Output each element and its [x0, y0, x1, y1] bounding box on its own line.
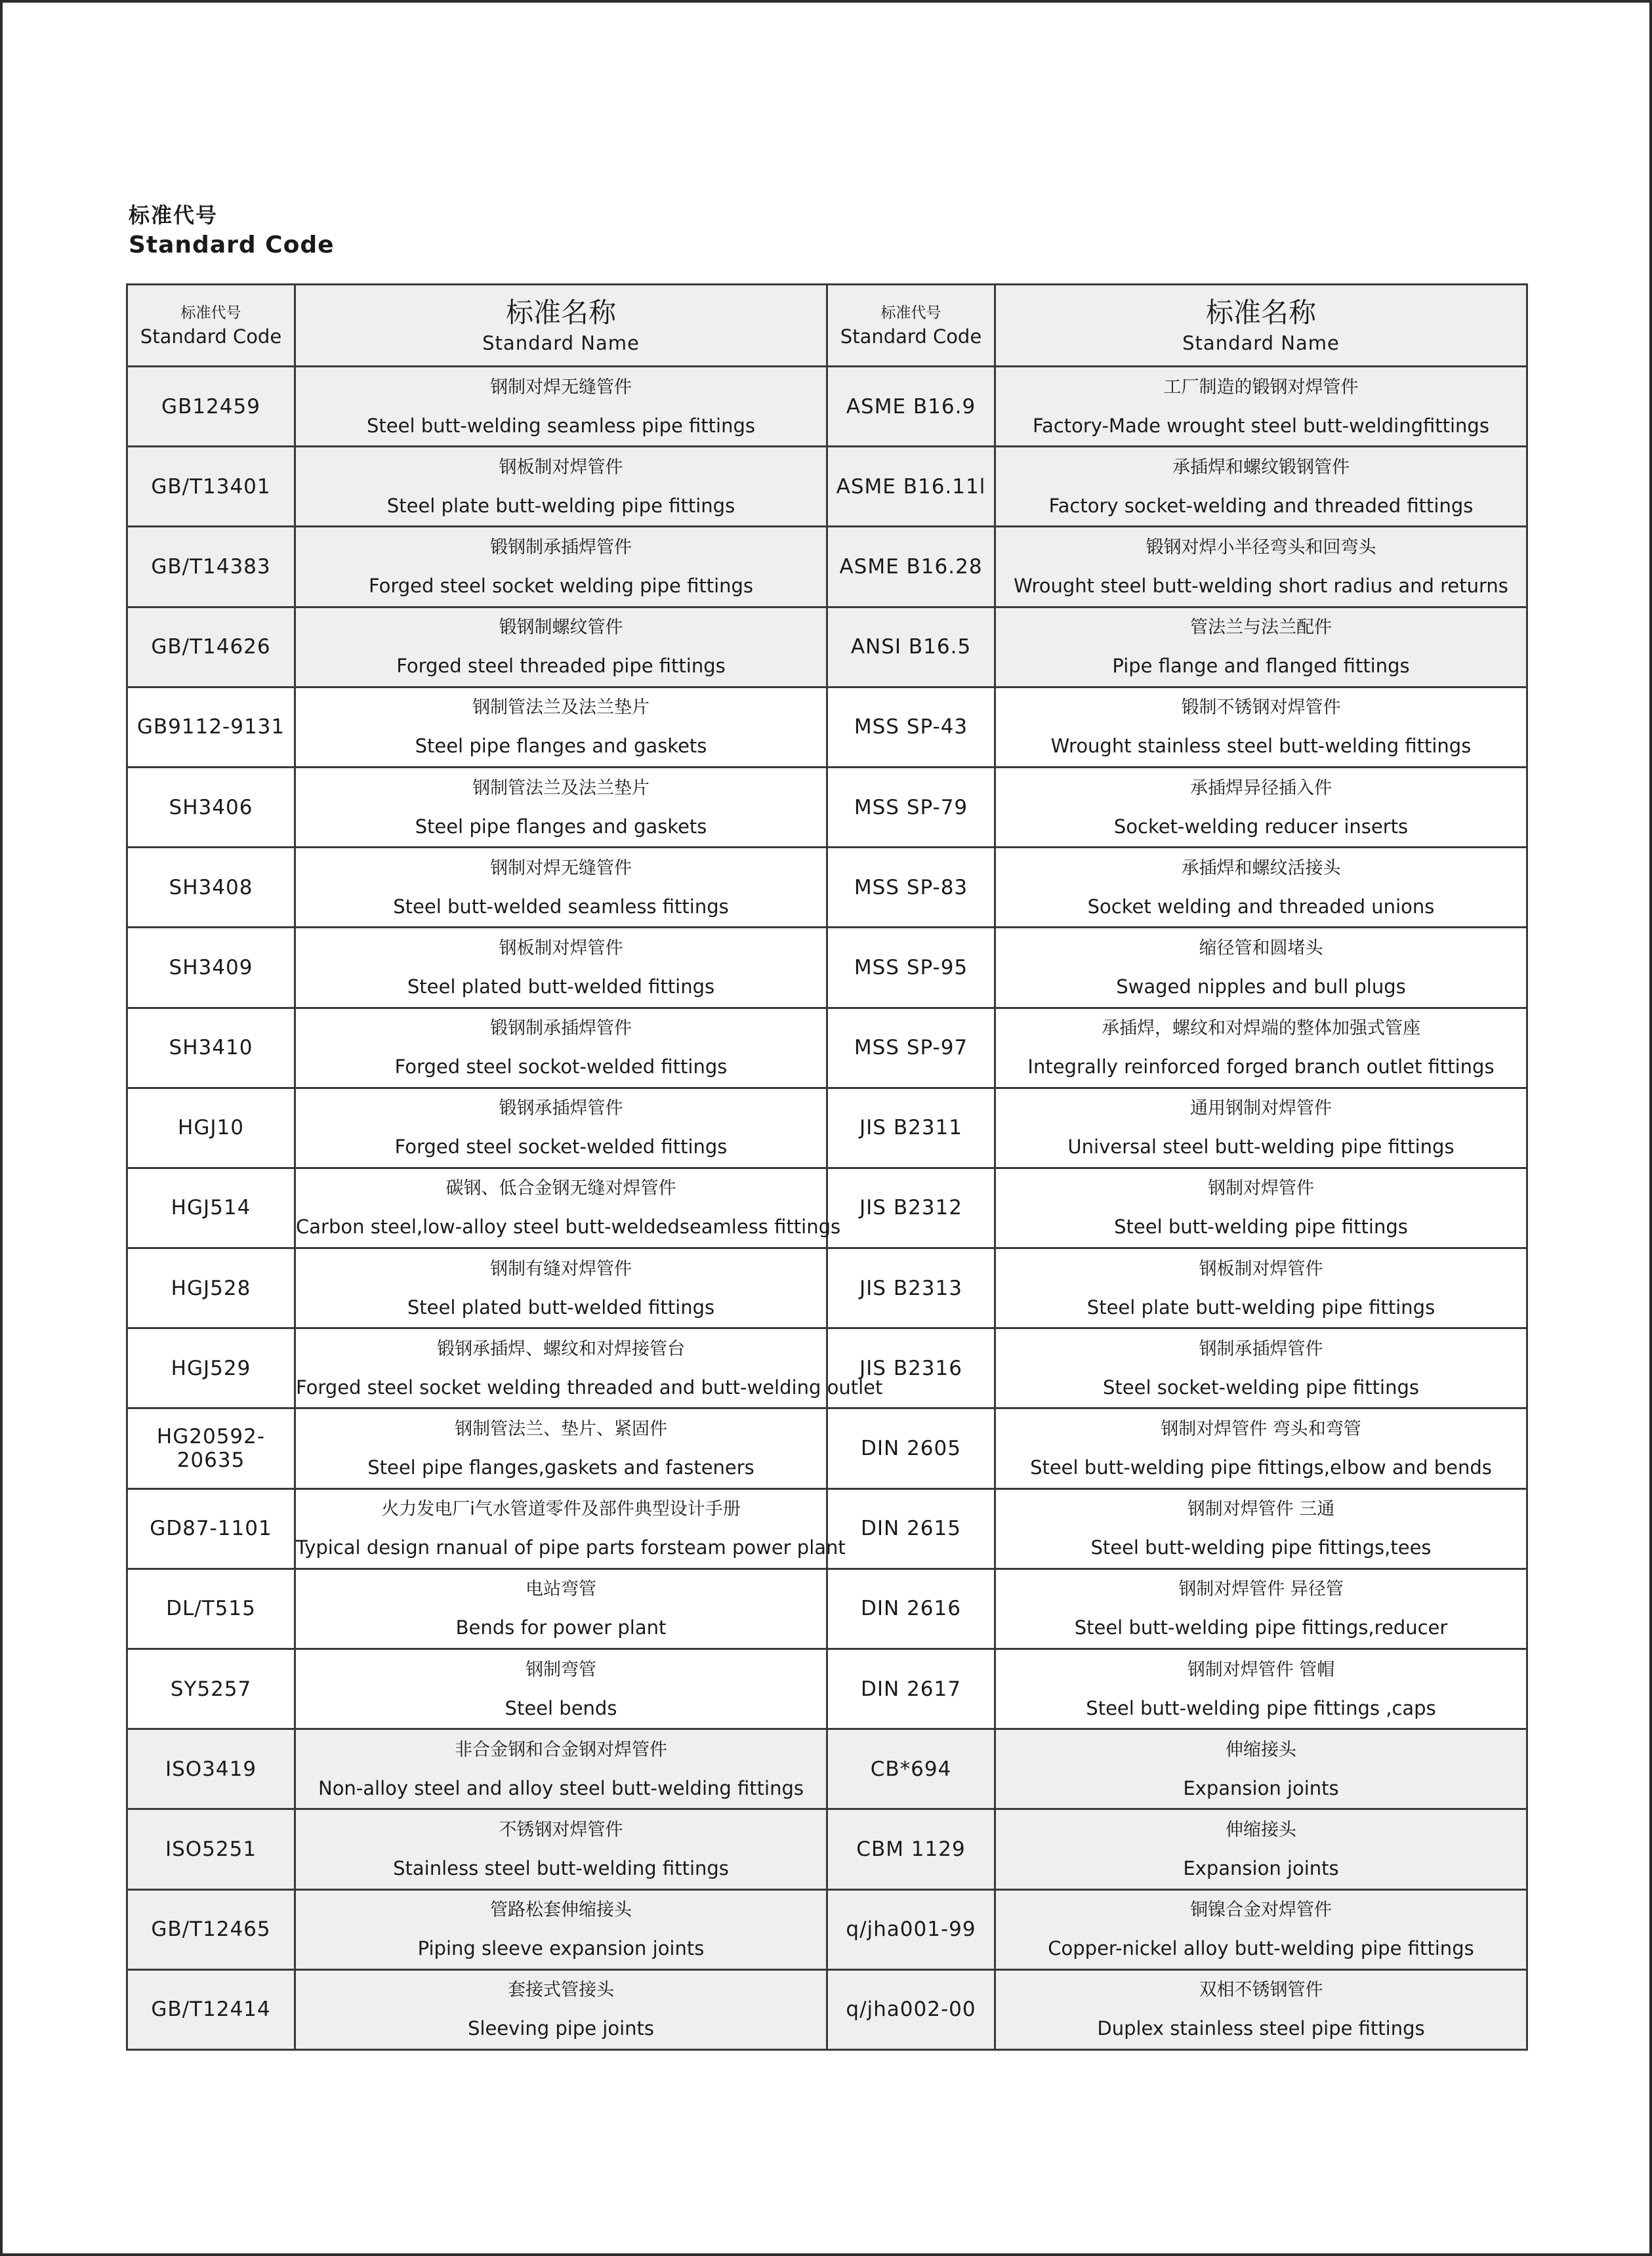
standard-name-en: Steel butt-welding seamless pipe fittings — [366, 414, 756, 437]
standard-name-cn: 缩径管和圆堵头 — [1199, 937, 1323, 958]
standard-code-cell: SH3410 — [127, 1008, 295, 1088]
standard-name-en: Steel plated butt-welded fittings — [407, 975, 715, 998]
standard-name-cell — [995, 1809, 1527, 1889]
standard-name-cell — [295, 1649, 827, 1729]
standard-name-cell — [295, 367, 827, 447]
standard-name-en: Carbon steel,low-alloy steel butt-weldedseamless fittings — [296, 1216, 841, 1239]
standard-name-cn: 不锈钢对焊管件 — [499, 1819, 623, 1840]
standard-name-cell — [295, 1889, 827, 1969]
standard-name-cn: 承插焊异径插入件 — [1190, 777, 1332, 798]
standard-name-en: Steel butt-welding pipe fittings — [1114, 1216, 1408, 1239]
standard-code-cell: ASME B16.28 — [827, 527, 995, 607]
standard-name-cell — [995, 1248, 1527, 1328]
table-row — [127, 767, 1527, 847]
standard-name-cell — [995, 1569, 1527, 1649]
standard-name-cn: 钢制有缝对焊管件 — [490, 1258, 632, 1279]
standard-name-en: Piping sleeve expansion joints — [417, 1937, 705, 1960]
standard-name-cn: 承插焊和螺纹活接头 — [1181, 857, 1341, 878]
standard-code-cell: HGJ514 — [127, 1168, 295, 1248]
standard-code-cell: DIN 2617 — [827, 1649, 995, 1729]
standard-name-en: Forged steel socket welding pipe fittings — [368, 574, 754, 597]
standard-name-cn: 铜镍合金对焊管件 — [1190, 1900, 1332, 1921]
header-name-cn: 标准名称 — [505, 297, 616, 329]
standard-name-en: Steel plated butt-welded fittings — [407, 1296, 715, 1319]
standard-name-en: Copper-nickel alloy butt-welding pipe fittings — [1048, 1937, 1474, 1960]
standard-code-cell: SH3406 — [127, 767, 295, 847]
standard-name-cn: 伸缩接头 — [1226, 1819, 1296, 1840]
standard-name-en: Stainless steel butt-welding fittings — [393, 1856, 729, 1879]
standard-name-cn: 钢板制对焊管件 — [499, 457, 623, 478]
header-name-2 — [995, 285, 1527, 367]
standard-name-en: Forged steel socket welding threaded and butt-welding outlet — [296, 1376, 883, 1399]
standard-code-cell: CBM 1129 — [827, 1809, 995, 1889]
standard-name-cell — [995, 527, 1527, 607]
standard-name-cell — [995, 367, 1527, 447]
table-row — [127, 527, 1527, 607]
standard-name-en: Steel pipe flanges,gaskets and fasteners — [367, 1456, 754, 1479]
standard-name-cell — [295, 767, 827, 847]
standard-name-en: Factory socket-welding and threaded fittings — [1048, 494, 1474, 517]
standard-name-cn: 钢制对焊无缝管件 — [490, 377, 632, 398]
standard-name-en: Socket welding and threaded unions — [1087, 895, 1435, 918]
table-row — [127, 1408, 1527, 1488]
standard-name-cell — [995, 1088, 1527, 1168]
standard-name-cell — [995, 1168, 1527, 1248]
standard-name-cell — [995, 1889, 1527, 1969]
table-row — [127, 1008, 1527, 1088]
standard-name-cn: 锻钢对焊小半径弯头和回弯头 — [1146, 537, 1376, 558]
standard-name-cell — [295, 1168, 841, 1248]
standard-code-cell: ASME B16.11l — [827, 447, 995, 527]
standard-code-cell: JIS B2316 — [827, 1328, 995, 1408]
standard-name-cn: 锻钢承插焊、螺纹和对焊接管台 — [437, 1338, 685, 1359]
standard-code-cell: HGJ10 — [127, 1088, 295, 1168]
standard-code-cell: GB/T13401 — [127, 447, 295, 527]
standard-name-en: Expansion joints — [1183, 1856, 1339, 1879]
standard-name-cell — [295, 1328, 883, 1408]
standard-name-cell — [995, 1649, 1527, 1729]
table-row — [127, 848, 1527, 928]
standard-name-en: Forged steel socket-welded fittings — [394, 1136, 728, 1159]
standard-name-cn: 套接式管接头 — [508, 1980, 614, 2001]
standard-code-cell: SY5257 — [127, 1649, 295, 1729]
standard-name-cn: 工厂制造的锻钢对焊管件 — [1163, 377, 1359, 398]
standard-name-en: Steel bends — [505, 1696, 617, 1719]
standard-name-cell — [295, 1248, 827, 1328]
standard-name-en: Steel butt-welding pipe fittings,elbow and bends — [1030, 1456, 1492, 1479]
table-row — [127, 928, 1527, 1008]
standard-name-cn: 锻钢制承插焊管件 — [490, 1018, 632, 1039]
standard-name-cn: 承插焊，螺纹和对焊端的整体加强式管座 — [1102, 1018, 1420, 1039]
standard-name-cell — [995, 1008, 1527, 1088]
header-name-en: Standard Name — [482, 332, 640, 354]
header-row — [127, 285, 1527, 367]
page-heading — [129, 201, 335, 261]
table-row — [127, 1889, 1527, 1969]
standard-code-cell: MSS SP-97 — [827, 1008, 995, 1088]
standard-name-en: Pipe flange and flanged fittings — [1112, 655, 1410, 678]
standard-name-cell — [995, 767, 1527, 847]
standard-name-cell — [295, 848, 827, 928]
standard-name-cell — [295, 447, 827, 527]
table-row — [127, 367, 1527, 447]
table-row — [127, 607, 1527, 687]
standard-code-cell: ISO3419 — [127, 1729, 295, 1809]
standard-name-en: Swaged nipples and bull plugs — [1116, 975, 1406, 998]
standard-name-cell — [295, 607, 827, 687]
header-code-en: Standard Code — [140, 325, 282, 348]
standard-code-cell: GD87-1101 — [127, 1488, 295, 1569]
standard-name-en: Wrought steel butt-welding short radius and returns — [1014, 574, 1508, 597]
standard-name-cell — [295, 687, 827, 767]
header-name-cn: 标准名称 — [1205, 297, 1316, 329]
standard-name-cell — [295, 1408, 827, 1488]
standard-code-cell: HGJ528 — [127, 1248, 295, 1328]
standard-name-en: Factory-Made wrought steel butt-weldingfittings — [1033, 414, 1489, 437]
standard-code-cell: HGJ529 — [127, 1328, 295, 1408]
standard-name-cn: 承插焊和螺纹锻钢管件 — [1172, 457, 1350, 478]
standard-name-cn: 通用钢制对焊管件 — [1190, 1098, 1332, 1119]
standard-code-cell: DIN 2615 — [827, 1488, 995, 1569]
standard-code-cell: GB/T14383 — [127, 527, 295, 607]
header-code-en: Standard Code — [840, 325, 982, 348]
standard-name-en: Integrally reinforced forged branch outlet fittings — [1027, 1056, 1495, 1078]
standard-name-en: Socket-welding reducer inserts — [1113, 815, 1409, 838]
standard-code-cell: MSS SP-43 — [827, 687, 995, 767]
table-row — [127, 1088, 1527, 1168]
standard-name-en: Steel pipe flanges and gaskets — [415, 815, 707, 838]
standard-name-en: Expansion joints — [1183, 1776, 1339, 1799]
standard-name-en: Duplex stainless steel pipe fittings — [1097, 2017, 1425, 2040]
standard-name-cell — [995, 447, 1527, 527]
table-row — [127, 1569, 1527, 1649]
standard-code-cell: HG20592-20635 — [127, 1408, 295, 1488]
header-code-cn: 标准代号 — [180, 304, 241, 321]
standard-name-cell — [995, 1488, 1527, 1569]
standard-name-cell — [995, 1328, 1527, 1408]
standard-name-cn: 钢制弯管 — [526, 1659, 596, 1680]
standard-name-en: Forged steel threaded pipe fittings — [396, 655, 726, 678]
standard-name-cn: 火力发电厂i气水管道零件及部件典型设计手册 — [381, 1499, 741, 1520]
standard-name-cn: 碳钢、低合金钢无缝对焊管件 — [445, 1178, 676, 1199]
standard-name-cell — [295, 1969, 827, 2049]
standard-code-cell: q/jha002-00 — [827, 1969, 995, 2049]
standard-name-en: Universal steel butt-welding pipe fittings — [1067, 1136, 1455, 1159]
standard-code-cell: SH3408 — [127, 848, 295, 928]
standard-name-cn: 锻钢制承插焊管件 — [490, 537, 632, 558]
table-row — [127, 1969, 1527, 2049]
standard-name-en: Sleeving pipe joints — [467, 2017, 655, 2040]
standard-name-cell — [995, 687, 1527, 767]
standard-code-cell: DIN 2605 — [827, 1408, 995, 1488]
standard-code-cell: JIS B2313 — [827, 1248, 995, 1328]
standard-name-cn: 锻钢制螺纹管件 — [499, 617, 623, 638]
table-row — [127, 1809, 1527, 1889]
standard-name-cn: 钢制管法兰、垫片、紧固件 — [455, 1419, 667, 1440]
standard-name-en: Wrought stainless steel butt-welding fittings — [1050, 735, 1472, 758]
standard-name-en: Bends for power plant — [455, 1616, 667, 1639]
standard-name-cn: 钢制对焊管件 管帽 — [1187, 1659, 1335, 1680]
standard-name-cn: 非合金钢和合金钢对焊管件 — [455, 1739, 667, 1760]
standard-name-cell — [995, 848, 1527, 928]
standard-name-cn: 钢制管法兰及法兰垫片 — [472, 777, 650, 798]
standard-name-en: Forged steel sockot-welded fittings — [394, 1056, 728, 1078]
table-body — [127, 367, 1527, 2050]
standard-name-cell — [995, 928, 1527, 1008]
standards-table — [126, 283, 1528, 2051]
standard-code-cell: GB9112-9131 — [127, 687, 295, 767]
standard-code-cell: MSS SP-79 — [827, 767, 995, 847]
standard-name-cn: 管路松套伸缩接头 — [490, 1900, 632, 1921]
standard-name-cell — [995, 1969, 1527, 2049]
table-row — [127, 687, 1527, 767]
standard-name-cn: 钢制对焊管件 三通 — [1187, 1499, 1335, 1520]
header-code-cn: 标准代号 — [880, 304, 941, 321]
standard-name-cell — [995, 1408, 1527, 1488]
standard-name-en: Steel butt-welding pipe fittings,reducer — [1074, 1616, 1448, 1639]
standard-code-cell: GB12459 — [127, 367, 295, 447]
standard-code-cell: JIS B2312 — [827, 1168, 995, 1248]
standard-name-cell — [295, 928, 827, 1008]
standard-name-cell — [295, 1569, 827, 1649]
standard-name-en: Non-alloy steel and alloy steel butt-welding fittings — [318, 1776, 804, 1799]
standard-name-en: Steel pipe flanges and gaskets — [415, 735, 707, 758]
header-code-2 — [827, 285, 995, 367]
standard-code-cell: SH3409 — [127, 928, 295, 1008]
standard-name-cn: 钢制管法兰及法兰垫片 — [472, 697, 650, 718]
standard-name-en: Steel plate butt-welding pipe fittings — [1086, 1296, 1435, 1319]
standard-code-cell: CB*694 — [827, 1729, 995, 1809]
standard-name-cn: 钢制承插焊管件 — [1199, 1338, 1323, 1359]
heading-en: Standard Code — [129, 232, 335, 258]
standard-code-cell: ISO5251 — [127, 1809, 295, 1889]
standard-name-cn: 钢制对焊管件 弯头和弯管 — [1161, 1419, 1361, 1440]
standard-name-en: Typical design rnanual of pipe parts forsteam power plant — [296, 1536, 846, 1559]
standard-name-cell — [995, 1729, 1527, 1809]
table-row — [127, 1248, 1527, 1328]
standard-code-cell: ANSI B16.5 — [827, 607, 995, 687]
standard-name-cn: 电站弯管 — [526, 1579, 596, 1600]
standard-name-cn: 钢制对焊无缝管件 — [490, 857, 632, 878]
standard-code-cell: JIS B2311 — [827, 1088, 995, 1168]
table-row — [127, 1488, 1527, 1569]
header-name-1 — [295, 285, 827, 367]
standard-name-en: Steel butt-welding pipe fittings ,caps — [1086, 1696, 1436, 1719]
standard-name-cn: 锻钢承插焊管件 — [499, 1098, 623, 1119]
standard-name-cn: 管法兰与法兰配件 — [1190, 617, 1332, 638]
standard-name-cell — [995, 607, 1527, 687]
standard-code-cell: DIN 2616 — [827, 1569, 995, 1649]
standard-name-cn: 锻制不锈钢对焊管件 — [1181, 697, 1341, 718]
standard-code-cell: MSS SP-83 — [827, 848, 995, 928]
standard-name-cell — [295, 1809, 827, 1889]
standard-name-cell — [295, 527, 827, 607]
standard-code-cell: GB/T14626 — [127, 607, 295, 687]
standard-name-cn: 钢制对焊管件 异径管 — [1178, 1579, 1344, 1600]
standard-code-cell: GB/T12414 — [127, 1969, 295, 2049]
standard-name-en: Steel butt-welding pipe fittings,tees — [1090, 1536, 1432, 1559]
table-row — [127, 1168, 1527, 1248]
table-row — [127, 1328, 1527, 1408]
standard-code-cell: ASME B16.9 — [827, 367, 995, 447]
table-row — [127, 1729, 1527, 1809]
standard-name-en: Steel butt-welded seamless fittings — [393, 895, 729, 918]
table-row — [127, 1649, 1527, 1729]
header-name-en: Standard Name — [1182, 332, 1340, 354]
standard-name-cell — [295, 1008, 827, 1088]
standard-name-cn: 双相不锈钢管件 — [1199, 1980, 1323, 2001]
standard-name-cn: 钢板制对焊管件 — [499, 937, 623, 958]
heading-cn: 标准代号 — [129, 203, 218, 228]
header-code-1 — [127, 285, 295, 367]
standard-name-cell — [295, 1488, 846, 1569]
standard-code-cell: MSS SP-95 — [827, 928, 995, 1008]
table-row — [127, 447, 1527, 527]
standard-code-cell: q/jha001-99 — [827, 1889, 995, 1969]
standard-name-cn: 伸缩接头 — [1226, 1739, 1296, 1760]
standard-name-cell — [295, 1088, 827, 1168]
standard-name-cn: 钢板制对焊管件 — [1199, 1258, 1323, 1279]
standard-name-en: Steel plate butt-welding pipe fittings — [386, 494, 735, 517]
standard-name-en: Steel socket-welding pipe fittings — [1103, 1376, 1419, 1399]
standard-name-cn: 钢制对焊管件 — [1208, 1178, 1314, 1199]
standard-code-cell: GB/T12465 — [127, 1889, 295, 1969]
standard-code-cell: DL/T515 — [127, 1569, 295, 1649]
standard-name-cell — [295, 1729, 827, 1809]
